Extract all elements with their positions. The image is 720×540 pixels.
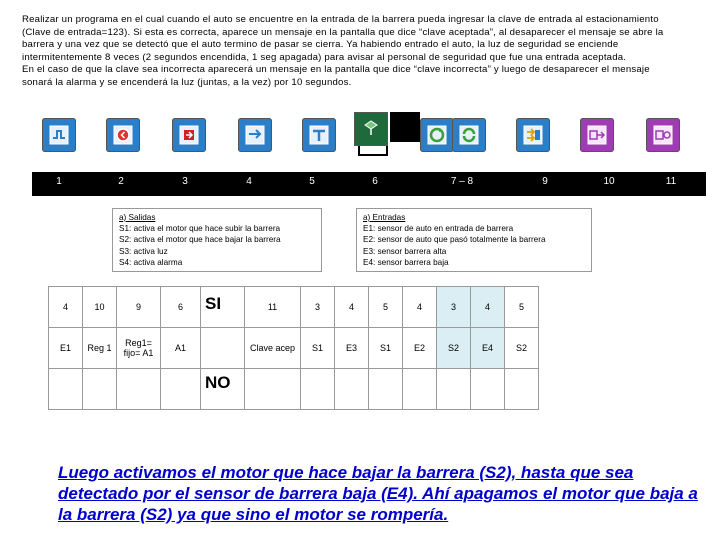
variable-block-icon[interactable] <box>646 118 680 152</box>
grid-cell[interactable] <box>161 369 201 410</box>
grid-cell[interactable]: E3 <box>335 328 369 369</box>
register-block-icon[interactable] <box>580 118 614 152</box>
grid-cell[interactable] <box>505 369 539 410</box>
intro-line: intermitentemente 8 veces (2 segundos encendida, 1 seg apagada) para avisar al personal de seguridad que fue una entrada aceptada. <box>22 51 627 63</box>
grid-cell[interactable]: 5 <box>369 287 403 328</box>
block-number: 10 <box>603 176 615 187</box>
start-block-icon[interactable] <box>42 118 76 152</box>
input-line: E4: sensor barrera baja <box>363 257 449 267</box>
block-number-bar <box>32 172 706 196</box>
program-grid <box>48 286 539 410</box>
grid-cell[interactable] <box>49 369 83 410</box>
grid-cell[interactable] <box>201 328 245 369</box>
grid-cell[interactable]: S2 <box>437 328 471 369</box>
grid-cell[interactable] <box>437 369 471 410</box>
grid-cell[interactable]: E1 <box>49 328 83 369</box>
no-branch-label: NO <box>205 373 231 392</box>
input-line: E1: sensor de auto en entrada de barrera <box>363 224 514 234</box>
condition-block-frame <box>358 146 388 156</box>
time-block-icon[interactable] <box>302 118 336 152</box>
grid-cell[interactable]: Reg1= fijo= A1 <box>117 328 161 369</box>
intro-line: Realizar un programa en el cual cuando el auto se encuentre en la entrada de la barrera pueda ingresar la clave de entrada al estacionamiento <box>22 14 659 25</box>
intro-line: (Clave de entrada=123). Si esta es correcta, aparece un mensaje en la pantalla que dice “clave aceptada”, al desaparecer el mensaje se abre la <box>22 26 664 38</box>
block-number: 11 <box>665 176 677 187</box>
repeat-block-icon[interactable] <box>452 118 486 152</box>
block-number: 2 <box>118 176 124 187</box>
condition-block-icon[interactable] <box>354 112 388 146</box>
grid-cell[interactable]: S1 <box>301 328 335 369</box>
block-number: 5 <box>309 176 315 187</box>
block-number: 7 – 8 <box>450 176 474 187</box>
grid-cell[interactable] <box>301 369 335 410</box>
output-line: S3: activa luz <box>119 246 168 256</box>
output-block-icon[interactable] <box>172 118 206 152</box>
grid-cell[interactable] <box>403 369 437 410</box>
grid-cell[interactable] <box>471 369 505 410</box>
grid-cell[interactable]: 6 <box>161 287 201 328</box>
grid-cell[interactable]: 4 <box>335 287 369 328</box>
output-line: S4: activa alarma <box>119 257 183 267</box>
grid-cell[interactable]: A1 <box>161 328 201 369</box>
block-number: 3 <box>182 176 188 187</box>
outputs-box <box>112 208 322 272</box>
grid-cell[interactable]: 4 <box>49 287 83 328</box>
block-number: 1 <box>56 176 62 187</box>
yes-branch-label: SI <box>205 294 222 313</box>
grid-cell[interactable]: E4 <box>471 328 505 369</box>
grid-cell[interactable]: 3 <box>301 287 335 328</box>
grid-cell[interactable] <box>117 369 161 410</box>
input-line: E3: sensor barrera alta <box>363 246 447 256</box>
output-line: S1: activa el motor que hace subir la barrera <box>119 224 281 234</box>
intro-line: En el caso de que la clave sea incorrecta aparecerá un mensaje en la pantalla que dice “clave incorrecta” y luego de desaparecer el mensaje <box>22 64 650 76</box>
input-line: E2: sensor de auto que pasó totalmente la barrera <box>363 235 546 245</box>
grid-cell[interactable]: 3 <box>437 287 471 328</box>
compare-block-icon[interactable] <box>516 118 550 152</box>
condition-block-shadow <box>390 112 420 142</box>
explanation-note: Luego activamos el motor que hace bajar la barrera (S2), hasta que sea detectado por el sensor de barrera baja (E4). Ahí apagamos el motor que baja a la barrera (S2) ya que sino el motor se rompería. <box>58 463 698 524</box>
grid-cell[interactable]: 4 <box>403 287 437 328</box>
grid-cell[interactable]: 11 <box>245 287 301 328</box>
block-number: 4 <box>246 176 252 187</box>
block-palette <box>32 112 704 176</box>
intro-line: barrera y una vez que se detectó que el auto termino de pasar se cierra. Ya habiendo entrado el auto, la luz de seguridad se enciende <box>22 39 619 51</box>
grid-cell[interactable]: Clave acep <box>245 328 301 369</box>
grid-cell[interactable]: 5 <box>505 287 539 328</box>
output-line: S2: activa el motor que hace bajar la barrera <box>119 235 281 245</box>
grid-cell[interactable]: S1 <box>369 328 403 369</box>
grid-cell[interactable]: 9 <box>117 287 161 328</box>
grid-cell[interactable] <box>83 369 117 410</box>
loop-block-icon[interactable] <box>420 118 454 152</box>
end-block-icon[interactable] <box>238 118 272 152</box>
stop-block-icon[interactable] <box>106 118 140 152</box>
problem-statement <box>22 14 702 90</box>
grid-cell[interactable]: E2 <box>403 328 437 369</box>
inputs-box <box>356 208 592 272</box>
grid-cell[interactable] <box>335 369 369 410</box>
intro-line: sonará la alarma y se encenderá la luz (juntas, a la vez) por 10 segundos. <box>22 76 352 88</box>
grid-cell[interactable]: 10 <box>83 287 117 328</box>
grid-cell[interactable] <box>245 369 301 410</box>
grid-cell[interactable] <box>369 369 403 410</box>
grid-cell[interactable]: S2 <box>505 328 539 369</box>
grid-cell[interactable]: 4 <box>471 287 505 328</box>
block-number: 6 <box>372 176 378 187</box>
block-number: 9 <box>542 176 548 187</box>
outputs-title: a) Salidas <box>119 213 156 222</box>
inputs-title: a) Entradas <box>363 213 406 222</box>
grid-cell[interactable]: Reg 1 <box>83 328 117 369</box>
